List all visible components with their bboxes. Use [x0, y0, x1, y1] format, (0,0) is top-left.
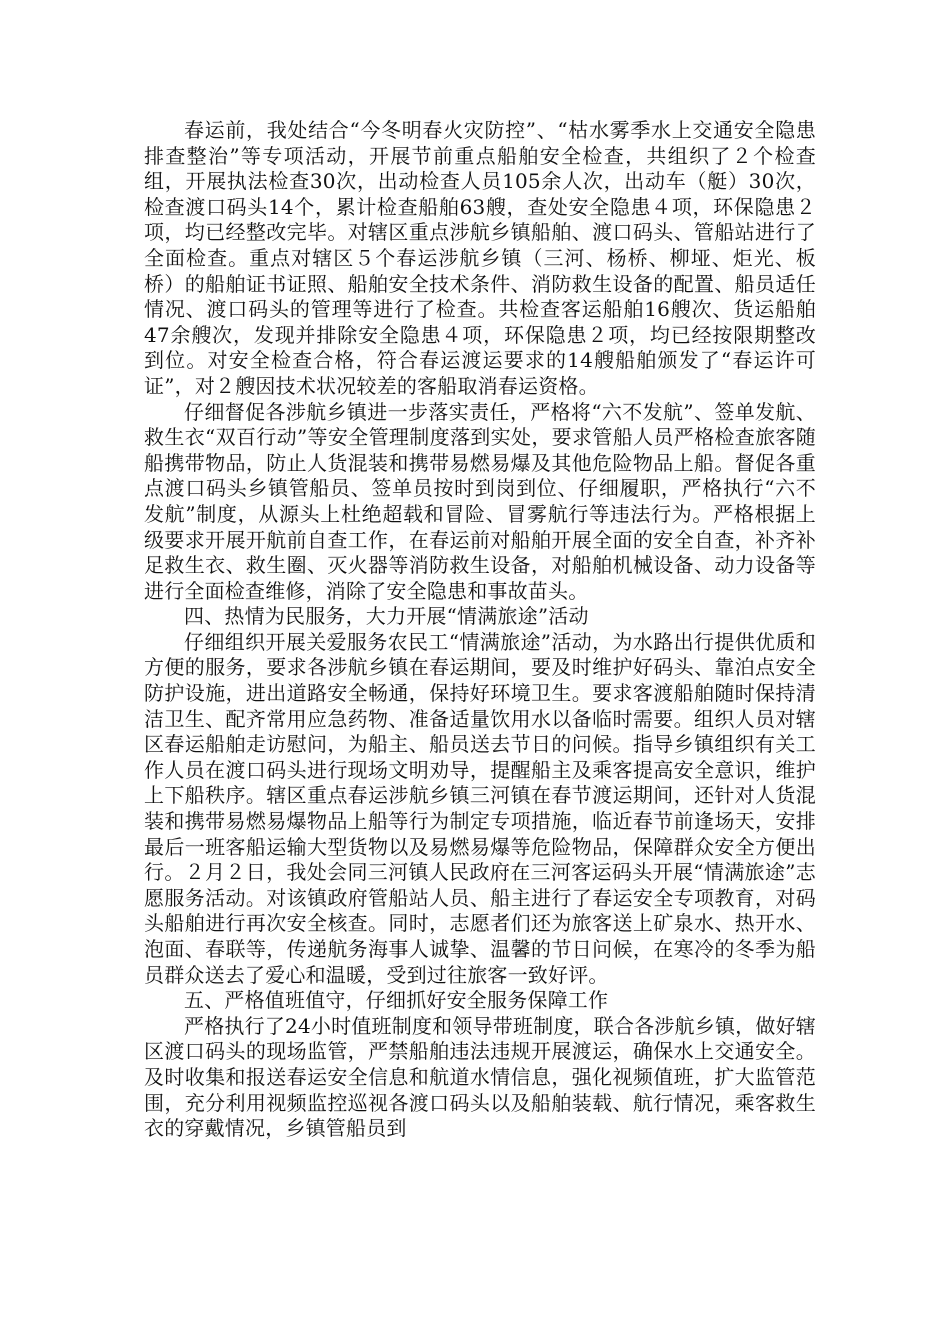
paragraph-spring-inspection: 春运前，我处结合“今冬明春火灾防控”、“枯水雾季水上交通安全隐患排查整治”等专项活动，开展节前重点船舶安全检查，共组织了２个检查组，开展执法检查30次，出动检查人员105余人次，出动车（艇）30次，检查渡口码头14个，累计检查船舶63艘，查处安全隐患４项，环保隐患２项，均已经整改完毕。对辖区重点涉航乡镇船舶、渡口码头、管船站进行了全面检查。重点对辖区５个春运涉航乡镇（三河、杨桥、柳垭、炬光、板桥）的船舶证书证照、船舶安全技术条件、消防救生设备的配置、船员适任情况、渡口码头的管理等进行了检查。共检查客运船舶16艘次、货运船舶47余艘次，发现并排除安全隐患４项，环保隐患２项，均已经按限期整改到位。对安全检查合格，符合春运渡运要求的14艘船舶颁发了“春运许可证”，对２艘因技术状况较差的客船取消春运资格。 — [144, 118, 816, 398]
paragraph-responsibility: 仔细督促各涉航乡镇进一步落实责任，严格将“六不发航”、签单发航、救生衣“双百行动”等安全管理制度落到实处，要求管船人员严格检查旅客随船携带物品，防止人货混装和携带易燃易爆及其他危险物品上船。督促各重点渡口码头乡镇管船员、签单员按时到岗到位、仔细履职，严格执行“六不发航”制度，从源头上杜绝超载和冒险、冒雾航行等违法行为。严格根据上级要求开展开航前自查工作，在春运前对船舶开展全面的安全自查，补齐补足救生衣、救生圈、灭火器等消防救生设备，对船舶机械设备、动力设备等进行全面检查维修，消除了安全隐患和事故苗头。 — [144, 399, 816, 603]
paragraph-duty: 严格执行了24小时值班制度和领导带班制度，联合各涉航乡镇，做好辖区渡口码头的现场监管，严禁船舶违法违规开展渡运，确保水上交通安全。及时收集和报送春运安全信息和航道水情信息，强化视频值班，扩大监管范围，充分利用视频监控巡视各渡口码头以及船舶装载、航行情况，乘客救生衣的穿戴情况，乡镇管船员到 — [144, 1013, 816, 1141]
document-page — [144, 118, 816, 1142]
paragraph-service: 仔细组织开展关爱服务农民工“情满旅途”活动，为水路出行提供优质和方便的服务，要求各涉航乡镇在春运期间，要及时维护好码头、靠泊点安全防护设施，进出道路安全畅通，保持好环境卫生。要求客渡船舶随时保持清洁卫生、配齐常用应急药物、准备适量饮用水以备临时需要。组织人员对辖区春运船舶走访慰问，为船主、船员送去节日的问候。指导乡镇组织有关工作人员在渡口码头进行现场文明劝导，提醒船主及乘客提高安全意识，维护上下船秩序。辖区重点春运涉航乡镇三河镇在春节渡运期间，还针对人货混装和携带易燃易爆物品上船等行为制定专项措施，临近春节前逢场天，安排最后一班客船运输大型货物以及易燃易爆等危险物品，保障群众安全方便出行。２月２日，我处会同三河镇人民政府在三河客运码头开展“情满旅途”志愿服务活动。对该镇政府管船站人员、船主进行了春运安全专项教育，对码头船舶进行再次安全核查。同时，志愿者们还为旅客送上矿泉水、热开水、泡面、春联等，传递航务海事人诚挚、温馨的节日问候，在寒冷的冬季为船员群众送去了爱心和温暖，受到过往旅客一致好评。 — [144, 629, 816, 987]
section-heading-four: 四、热情为民服务，大力开展“情满旅途”活动 — [184, 604, 589, 629]
section-heading-five: 五、严格值班值守，仔细抓好安全服务保障工作 — [184, 988, 609, 1013]
